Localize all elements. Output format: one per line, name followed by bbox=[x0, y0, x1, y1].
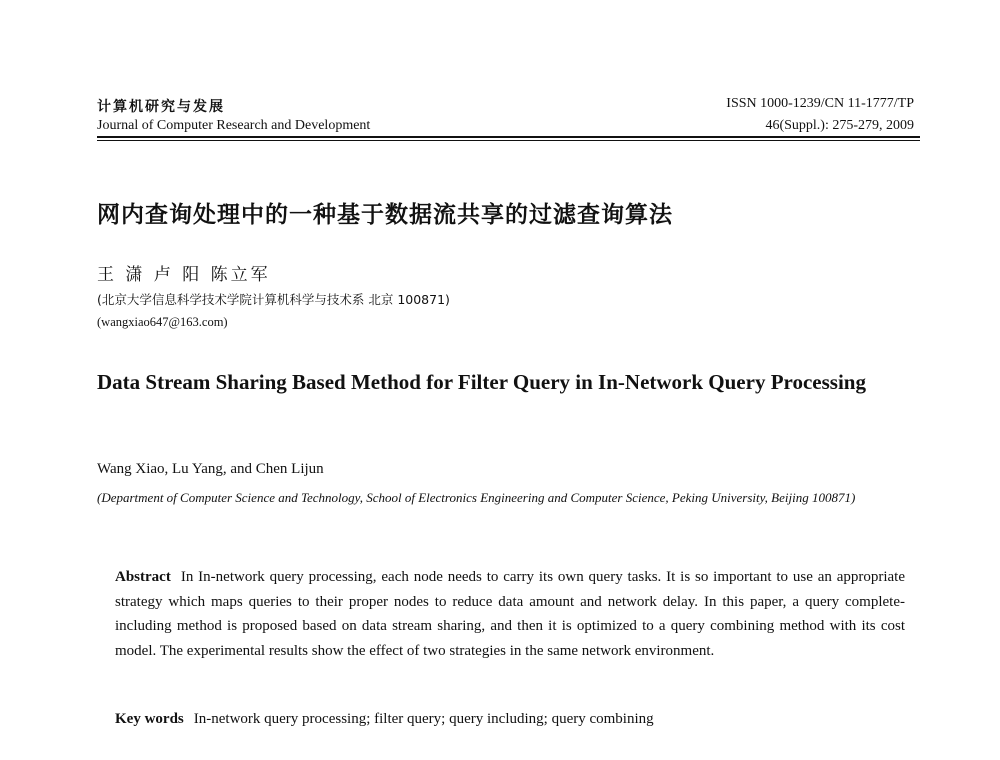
volume-pages: 46(Suppl.): 275-279, 2009 bbox=[765, 118, 914, 133]
keywords-label: Key words bbox=[115, 711, 184, 727]
paper-title-cn: 网内查询处理中的一种基于数据流共享的过滤查询算法 bbox=[97, 202, 673, 228]
paper-title-en: Data Stream Sharing Based Method for Filter Query in In-Network Query Processing bbox=[97, 370, 866, 394]
affiliation-cn: (北京大学信息科学技术学院计算机科学与技术系 北京 100871) bbox=[97, 292, 450, 307]
issn-line: ISSN 1000-1239/CN 11-1777/TP bbox=[726, 96, 914, 111]
abstract bbox=[115, 565, 905, 663]
author-email: (wangxiao647@163.com) bbox=[97, 315, 228, 329]
affiliation-en: (Department of Computer Science and Technology, School of Electronics Engineering and Computer Science, Peking University, Beijing 100871) bbox=[97, 490, 856, 505]
keywords bbox=[115, 711, 905, 728]
header-rule-thick bbox=[97, 136, 920, 138]
journal-name-cn: 计算机研究与发展 bbox=[97, 99, 225, 115]
header-rule-thin bbox=[97, 140, 920, 141]
abstract-label: Abstract bbox=[115, 569, 171, 585]
keywords-text: In-network query processing; filter query; query including; query combining bbox=[193, 711, 654, 727]
authors-cn: 王 潇 卢 阳 陈立军 bbox=[97, 265, 271, 285]
authors-en: Wang Xiao, Lu Yang, and Chen Lijun bbox=[97, 461, 324, 477]
abstract-text: In In-network query processing, each node needs to carry its own query tasks. It is so important to use an appropriate strategy which maps queries to their proper nodes to reduce data amount and network delay. In this paper, a query complete-including method is proposed based on data stream sharing, and then it is optimized to a query combining method with its cost model. The experimental results show the effect of two strategies in the same network environment. bbox=[115, 569, 905, 659]
journal-name-en: Journal of Computer Research and Development bbox=[97, 118, 371, 133]
